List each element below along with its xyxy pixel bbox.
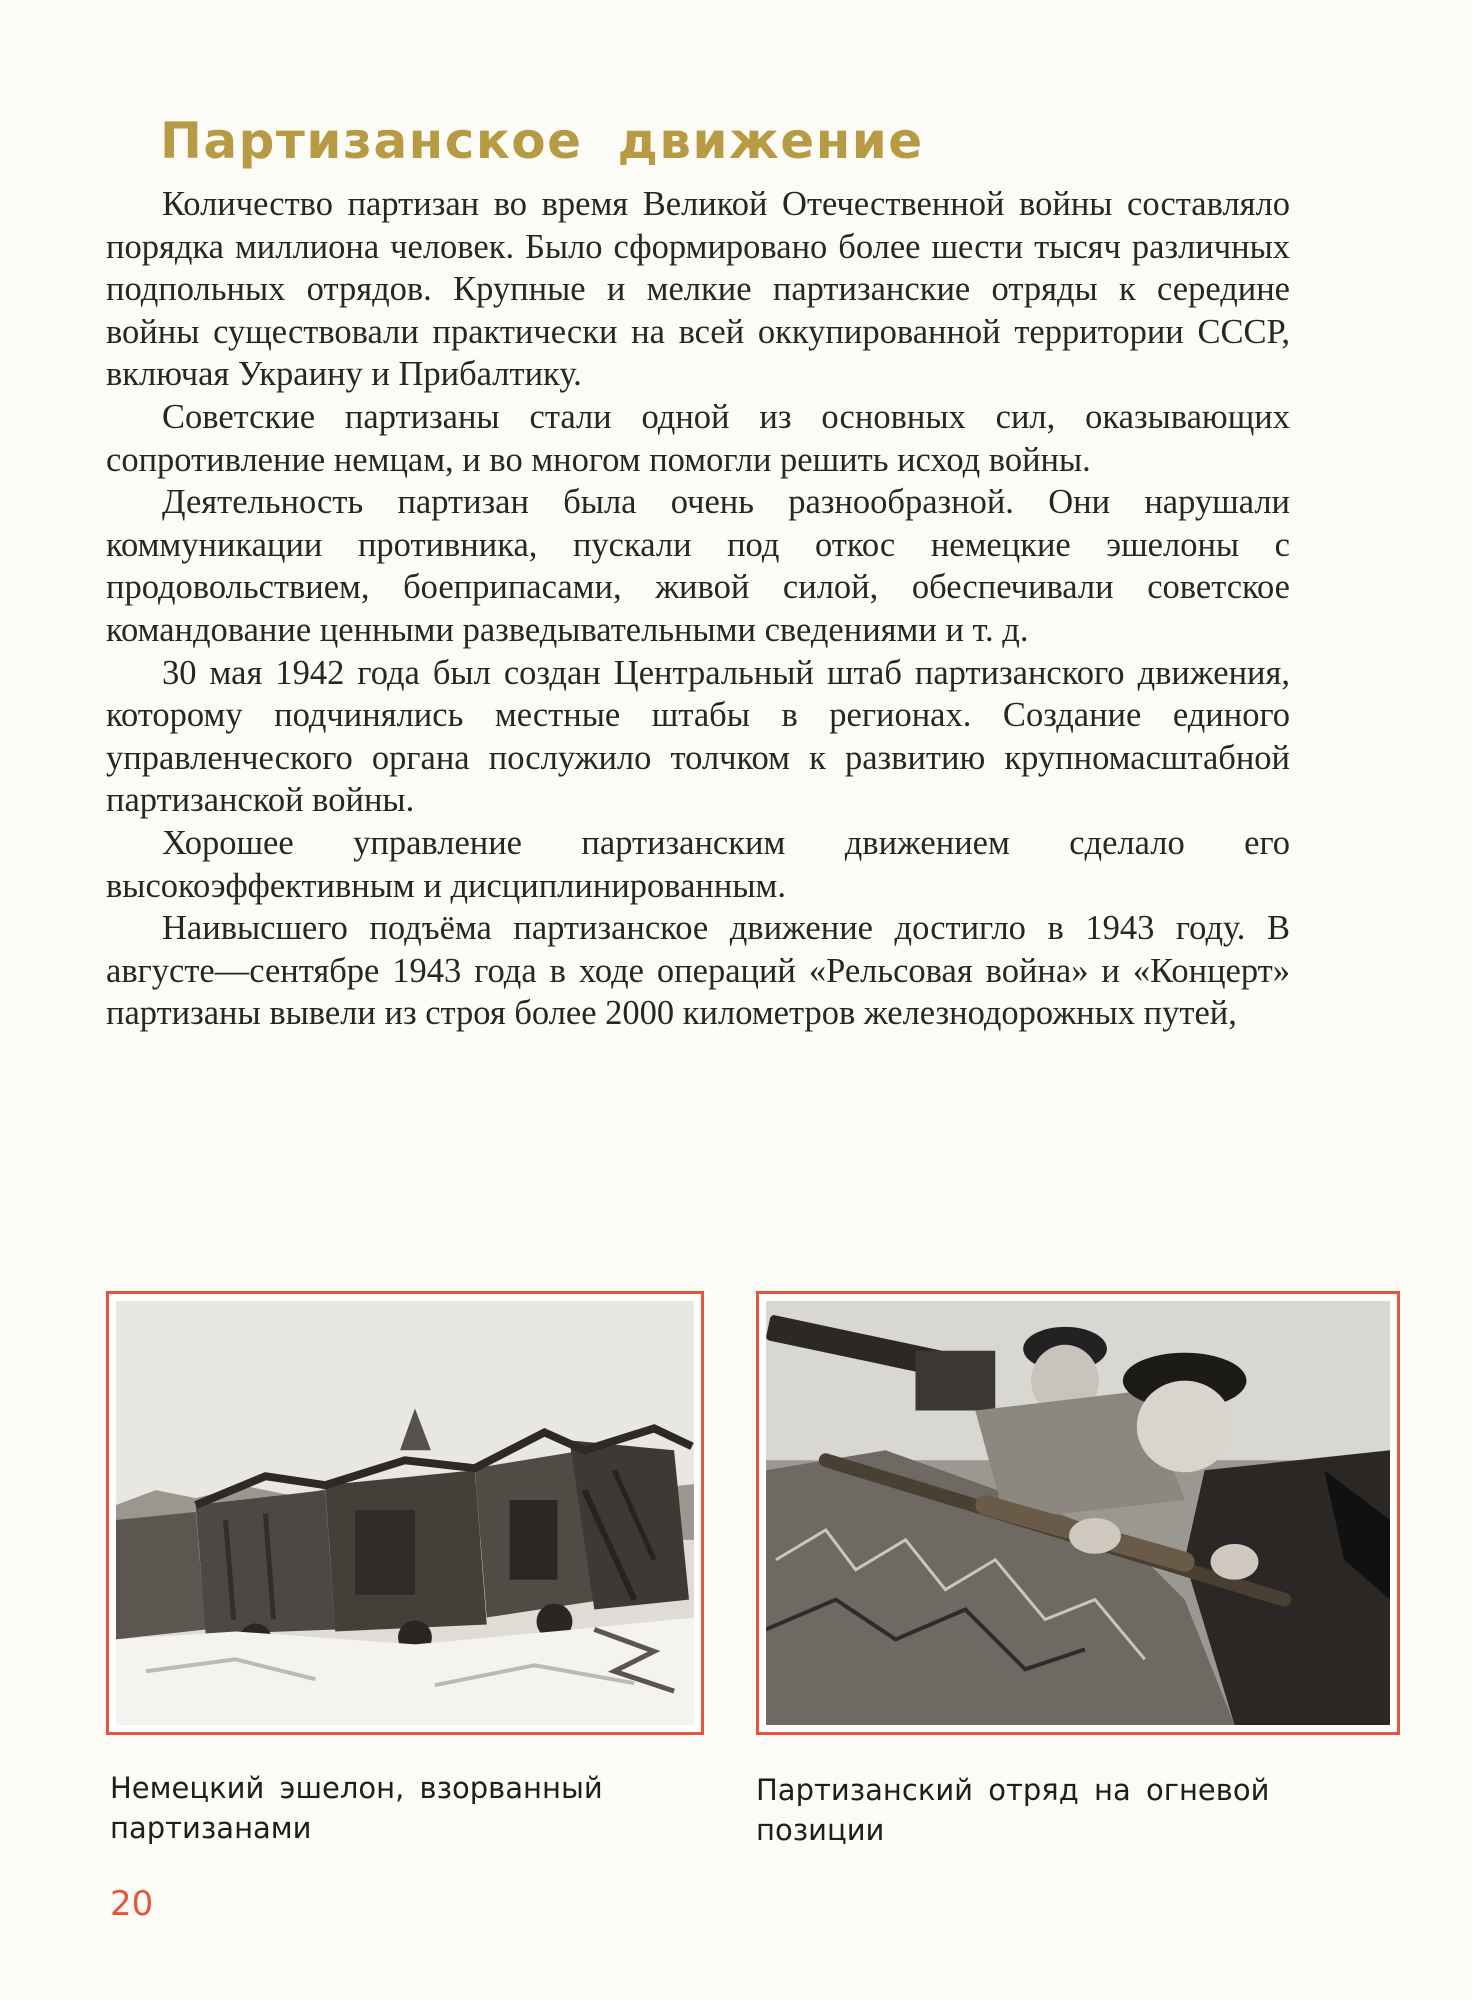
paragraph: 30 мая 1942 года был создан Центральный штаб партизанского движения, которому подчинялись местные штабы в регионах. Создание единого управленческого органа послужило толчком к развитию крупномасштабной партизанской войны. [106,653,1290,820]
paragraph: Наивысшего подъёма партизанское движение достигло в 1943 году. В августе—сентябре 1943 года в ходе операций «Рельсовая война» и «Концерт» партизаны вывели из строя более 2000 километров железнодорожных путей, [106,909,1290,1033]
paragraph: Советские партизаны стали одной из основных сил, оказывающих сопротивление немцам, и во многом помогли решить исход войны. [106,397,1290,479]
figure-caption: Партизанский отряд на огневой позиции [756,1773,1270,1847]
train-wreck-image [116,1301,694,1725]
paragraph: Деятельность партизан была очень разнообразной. Они нарушали коммуникации противника, пускали под откос немецкие эшелоны с продовольствием, боеприпасами, живой силой, обеспечивали советское командование ценными разведывательными сведениями и т. д. [106,483,1290,649]
paragraph: Количество партизан во время Великой Отечественной войны составляло порядка миллиона человек. Было сформировано более шести тысяч различных подпольных отрядов. Крупные и мелкие партизанские отряды к середине войны существовали практически на всей оккупированной территории СССР, включая Украину и Прибалтику. [106,185,1290,394]
body-text [106,183,1290,1035]
page-title: Партизанское движение [160,112,924,170]
page-number: 20 [110,1884,154,1924]
partisans-image [766,1301,1390,1725]
figure-caption: Немецкий эшелон, взорванный партизанами [110,1771,603,1845]
train-wreck-photo [106,1291,704,1735]
paragraph: Хорошее управление партизанским движением сделало его высокоэффективным и дисциплинированным. [106,823,1290,905]
partisans-photo [756,1291,1400,1735]
